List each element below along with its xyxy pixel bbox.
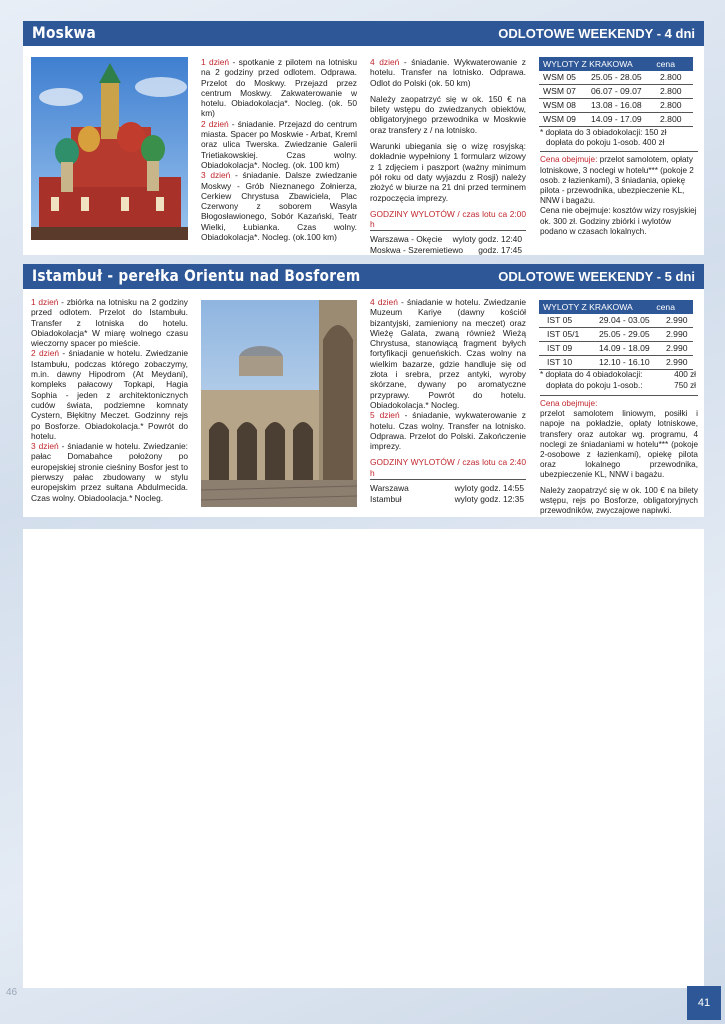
- istanbul-mosque-photo: [201, 300, 357, 507]
- moskwa-incl-label: Cena obejmuje:: [540, 155, 598, 165]
- table-row: WSM 05 25.05 - 28.05 2.800: [539, 71, 693, 85]
- istambul-notes: [540, 370, 698, 516]
- moskwa-day4-label: 4 dzień: [370, 57, 400, 67]
- table-row: WSM 09 14.09 - 17.09 2.800: [539, 113, 693, 127]
- table-row: IST 05/1 25.05 - 29.05 2.990: [539, 328, 693, 342]
- moskwa-day3-label: 3 dzień: [201, 170, 231, 181]
- moskwa-flights-title: GODZINY WYLOTÓW / czas lotu ca 2:00 h: [370, 209, 526, 232]
- istambul-flight-row: Warszawa wyloty godz. 14:55: [370, 483, 524, 494]
- istambul-day3-label: 3 dzień: [31, 441, 59, 452]
- istambul-extra-note: Należy zaopatrzyć się w ok. 100 € na bilety wstępu, rejs po Bosforze, obligatoryjnych przewodników, zwyczajowe napiwki.: [540, 485, 698, 516]
- table-row: IST 10 12.10 - 16.10 2.990: [539, 356, 693, 370]
- table-row: WSM 08 13.08 - 16.08 2.800: [539, 99, 693, 113]
- moskwa-header: [23, 21, 704, 46]
- table-row: WSM 07 06.07 - 09.07 2.800: [539, 85, 693, 99]
- moskwa-tickets-note: Należy zaopatrzyć się w ok. 150 € na bilety wstępu do zwiedzanych obiektów, obligatoryjnego przewodnika w Moskwie oraz transfery z / na lotnisko.: [370, 93, 526, 135]
- moskwa-visa-note: Warunki ubiegania się o wizę rosyjską: dokładnie wypełniony 1 formularz wizowy z 1 zdjęciem i paszport (ważny minimum pół roku od daty wyjazdu z Rosji) należy złożyć w biurze na 21 dni przed terminem rozpoczęcia imprezy.: [370, 141, 526, 203]
- istambul-price-table: [539, 300, 693, 370]
- istambul-title: Istambuł - perełka Orientu nad Bosforem: [32, 266, 361, 285]
- table-row: IST 05 29.04 - 03.05 2.990: [539, 314, 693, 328]
- moskwa-flight-row: Warszawa - Okęcie wyloty godz. 12:40: [370, 234, 522, 245]
- moskwa-program-col1-full: 1 dzień - spotkanie z pilotem na lotnisku na 2 godziny przed odlotem. Odprawa. Przelot do Moskwy. Przejazd przez centrum Moskwy. Zakwaterowanie w hotelu. Obiadokolacja*. Nocleg. (ok. 50 km) 2 dzień - śniadanie. Przejazd do centrum miasta. Spacer po Moskwie - Arbat, Kreml oraz ulica Twerska. Zwiedzanie Galerii Trietiakowskiej. Czas wolny. Obiadokolacja*. Nocleg. (ok. 100 km) 3 dzień - śniadanie. Dalsze zwiedzanie Moskwy - Grób Nieznanego Żołnierza, Cerkiew Chrystusa Zbawiciela, Plac Czerwony z soborem Wasyla Błogosławionego, Sobór Kazański, Teatr Wielki, Łubianka. Czas wolny. Obiadokolacja*. Nocleg. (ok.100 km): [201, 57, 357, 243]
- istambul-surcharge2: dopłata do pokoju 1-osob.: 750 zł: [546, 381, 696, 390]
- istambul-incl-text: przelot samolotem liniowym, posiłki i napoje na pokładzie, opłaty lotniskowe, transfery oraz autokar wg. programu, 4 noclegi ze śniadaniami w hotelu*** (pokoje 2-osobowe z łazienkami), opiekę pilota oraz lokalnego przewodnika, ubezpieczenie KL, NNW i bagażu.: [540, 409, 698, 480]
- moskwa-table-header: WYLOTY Z KRAKOWA cena: [539, 57, 693, 71]
- moscow-cathedral-photo: [31, 57, 188, 240]
- page-number-right: 41: [687, 986, 721, 1020]
- moskwa-day1-label: 1 dzień: [201, 57, 230, 67]
- istambul-day1-label: 1 dzień: [31, 297, 59, 307]
- moskwa-surcharge1: * dopłata do 3 obiadokolacji: 150 zł: [540, 128, 667, 137]
- empty-panel: [23, 529, 704, 988]
- moskwa-notes: * dopłata do 3 obiadokolacji: 150 zł dopłata do pokoju 1-osob. 400 zł Cena obejmuje: przelot samolotem, opłaty lotniskowe, 3 noclegi w hotelu*** (pokoje 2 osob. z łazienkami), 3 śniadania, opiekę pilota - przewodnika, ubezpieczenie KL, NNW i bagażu. Cena nie obejmuje: kosztów wizy rosyjskiej ok. 300 zł. Godziny zbiórki i wylotów podano w czasach lokalnych.: [540, 128, 697, 236]
- istambul-subtitle: ODLOTOWE WEEKENDY - 5 dni: [498, 269, 695, 284]
- moskwa-price-table: [539, 57, 693, 127]
- istambul-day5-label: 5 dzień: [370, 410, 400, 421]
- moskwa-program-col2: 4 dzień - śniadanie. Wykwaterowanie z hotelu. Transfer na lotnisko. Odprawa. Odlot do Polski (ok. 50 km) Należy zaopatrzyć się w ok. 150 € na bilety wstępu do zwiedzanych obiektów, obligatoryjnego przewodnika w Moskwie oraz transfery z / na lotnisko. Warunki ubiegania się o wizę rosyjską: dokładnie wypełniony 1 formularz wizowy z 1 zdjęciem i paszport (ważny minimum pół roku od daty wyjazdu z Rosji) należy złożyć w biurze na 21 dni przed terminem rozpoczęcia imprezy. GODZINY WYLOTÓW / czas lotu ca 2:00 h Warszawa - Okęcie wyloty godz. 12:40 Moskwa - Szeremietiewo godz. 17:45: [370, 57, 526, 256]
- istambul-program-col1: 1 dzień - zbiórka na lotnisku na 2 godziny przed odlotem. Przelot do Istambułu. Transfer z lotniska do hotelu. Obiadokolacja* W miarę wolnego czasu wieczorny spacer po mieście. 2 dzień - śniadanie w hotelu. Zwiedzanie Istambułu, podczas którego zobaczymy, m.in. dawny Hipodrom (At Meydani), kompleks pałacowy Topkapi, Hagia Sophia - jeden z architektonicznych cudów świata, podziemne komnaty Cystern, Błękitny Meczet. Godzinny rejs po Bosforze. Obiadokolacja.* Powrót do hotelu. 3 dzień - śniadanie w hotelu. Zwiedzanie: pałac Domabahce położony po europejskiej stronie cieśniny Bosfor jest to pierwszy pałac zbudowany w stylu europejskim przez sułtana Abdulmecida. Czas wolny. Obiadoolacja.* Nocleg.: [31, 297, 188, 503]
- moskwa-surcharge2: dopłata do pokoju 1-osob. 400 zł: [546, 138, 665, 148]
- page-number-left: 46: [6, 987, 18, 998]
- istambul-flights-title: GODZINY WYLOTÓW / czas lotu ca 2:40 h: [370, 457, 526, 480]
- table-row: IST 09 14.09 - 18.09 2.990: [539, 342, 693, 356]
- istambul-header: [23, 264, 704, 289]
- moskwa-title: Moskwa: [32, 23, 97, 42]
- moskwa-excl: Cena nie obejmuje: kosztów wizy rosyjskiej ok. 300 zł. Godziny zbiórki i wylotów podano w czasach lokalnych.: [540, 206, 697, 236]
- moskwa-subtitle: ODLOTOWE WEEKENDY - 4 dni: [498, 26, 695, 41]
- moskwa-day2-label: 2 dzień: [201, 118, 229, 129]
- istambul-flight-row: Istambuł wyloty godz. 12:35: [370, 494, 524, 505]
- istambul-day2-label: 2 dzień: [31, 348, 60, 359]
- moskwa-flight-row: Moskwa - Szeremietiewo godz. 17:45: [370, 245, 522, 256]
- istambul-incl-label: Cena obejmuje:: [540, 395, 698, 409]
- istambul-program-col2: 4 dzień - śniadanie w hotelu. Zwiedzanie Muzeum Kariye (dawny kościół bizantyjski, zamieniony na meczet) oraz Wieżę Galata, zwaną również Wieżą Chrystusa, stanowiącą fragment byłych fortyfikacji genueńskich. Czas wolny na wielkim bazarze, gdzie handluje się od złota i srebra, przez antyki, wyroby skórzane, dywany po aromatyczne przyprawy. Powrót do hotelu. Obiadokolacja.* Nocleg. 5 dzień - śniadanie, wykwaterowanie z hotelu. Czas wolny. Transfer na lotnisko. Odprawa. Przelot do Polski. Zakończenie imprezy. GODZINY WYLOTÓW / czas lotu ca 2:40 h Warszawa wyloty godz. 14:55 Istambuł wyloty godz. 12:35: [370, 297, 526, 505]
- istambul-surcharge1: * dopłata do 4 obiadokolacji: 400 zł: [540, 370, 696, 379]
- istambul-table-header: WYLOTY Z KRAKOWA cena: [539, 300, 693, 314]
- istambul-day4-label: 4 dzień: [370, 297, 398, 307]
